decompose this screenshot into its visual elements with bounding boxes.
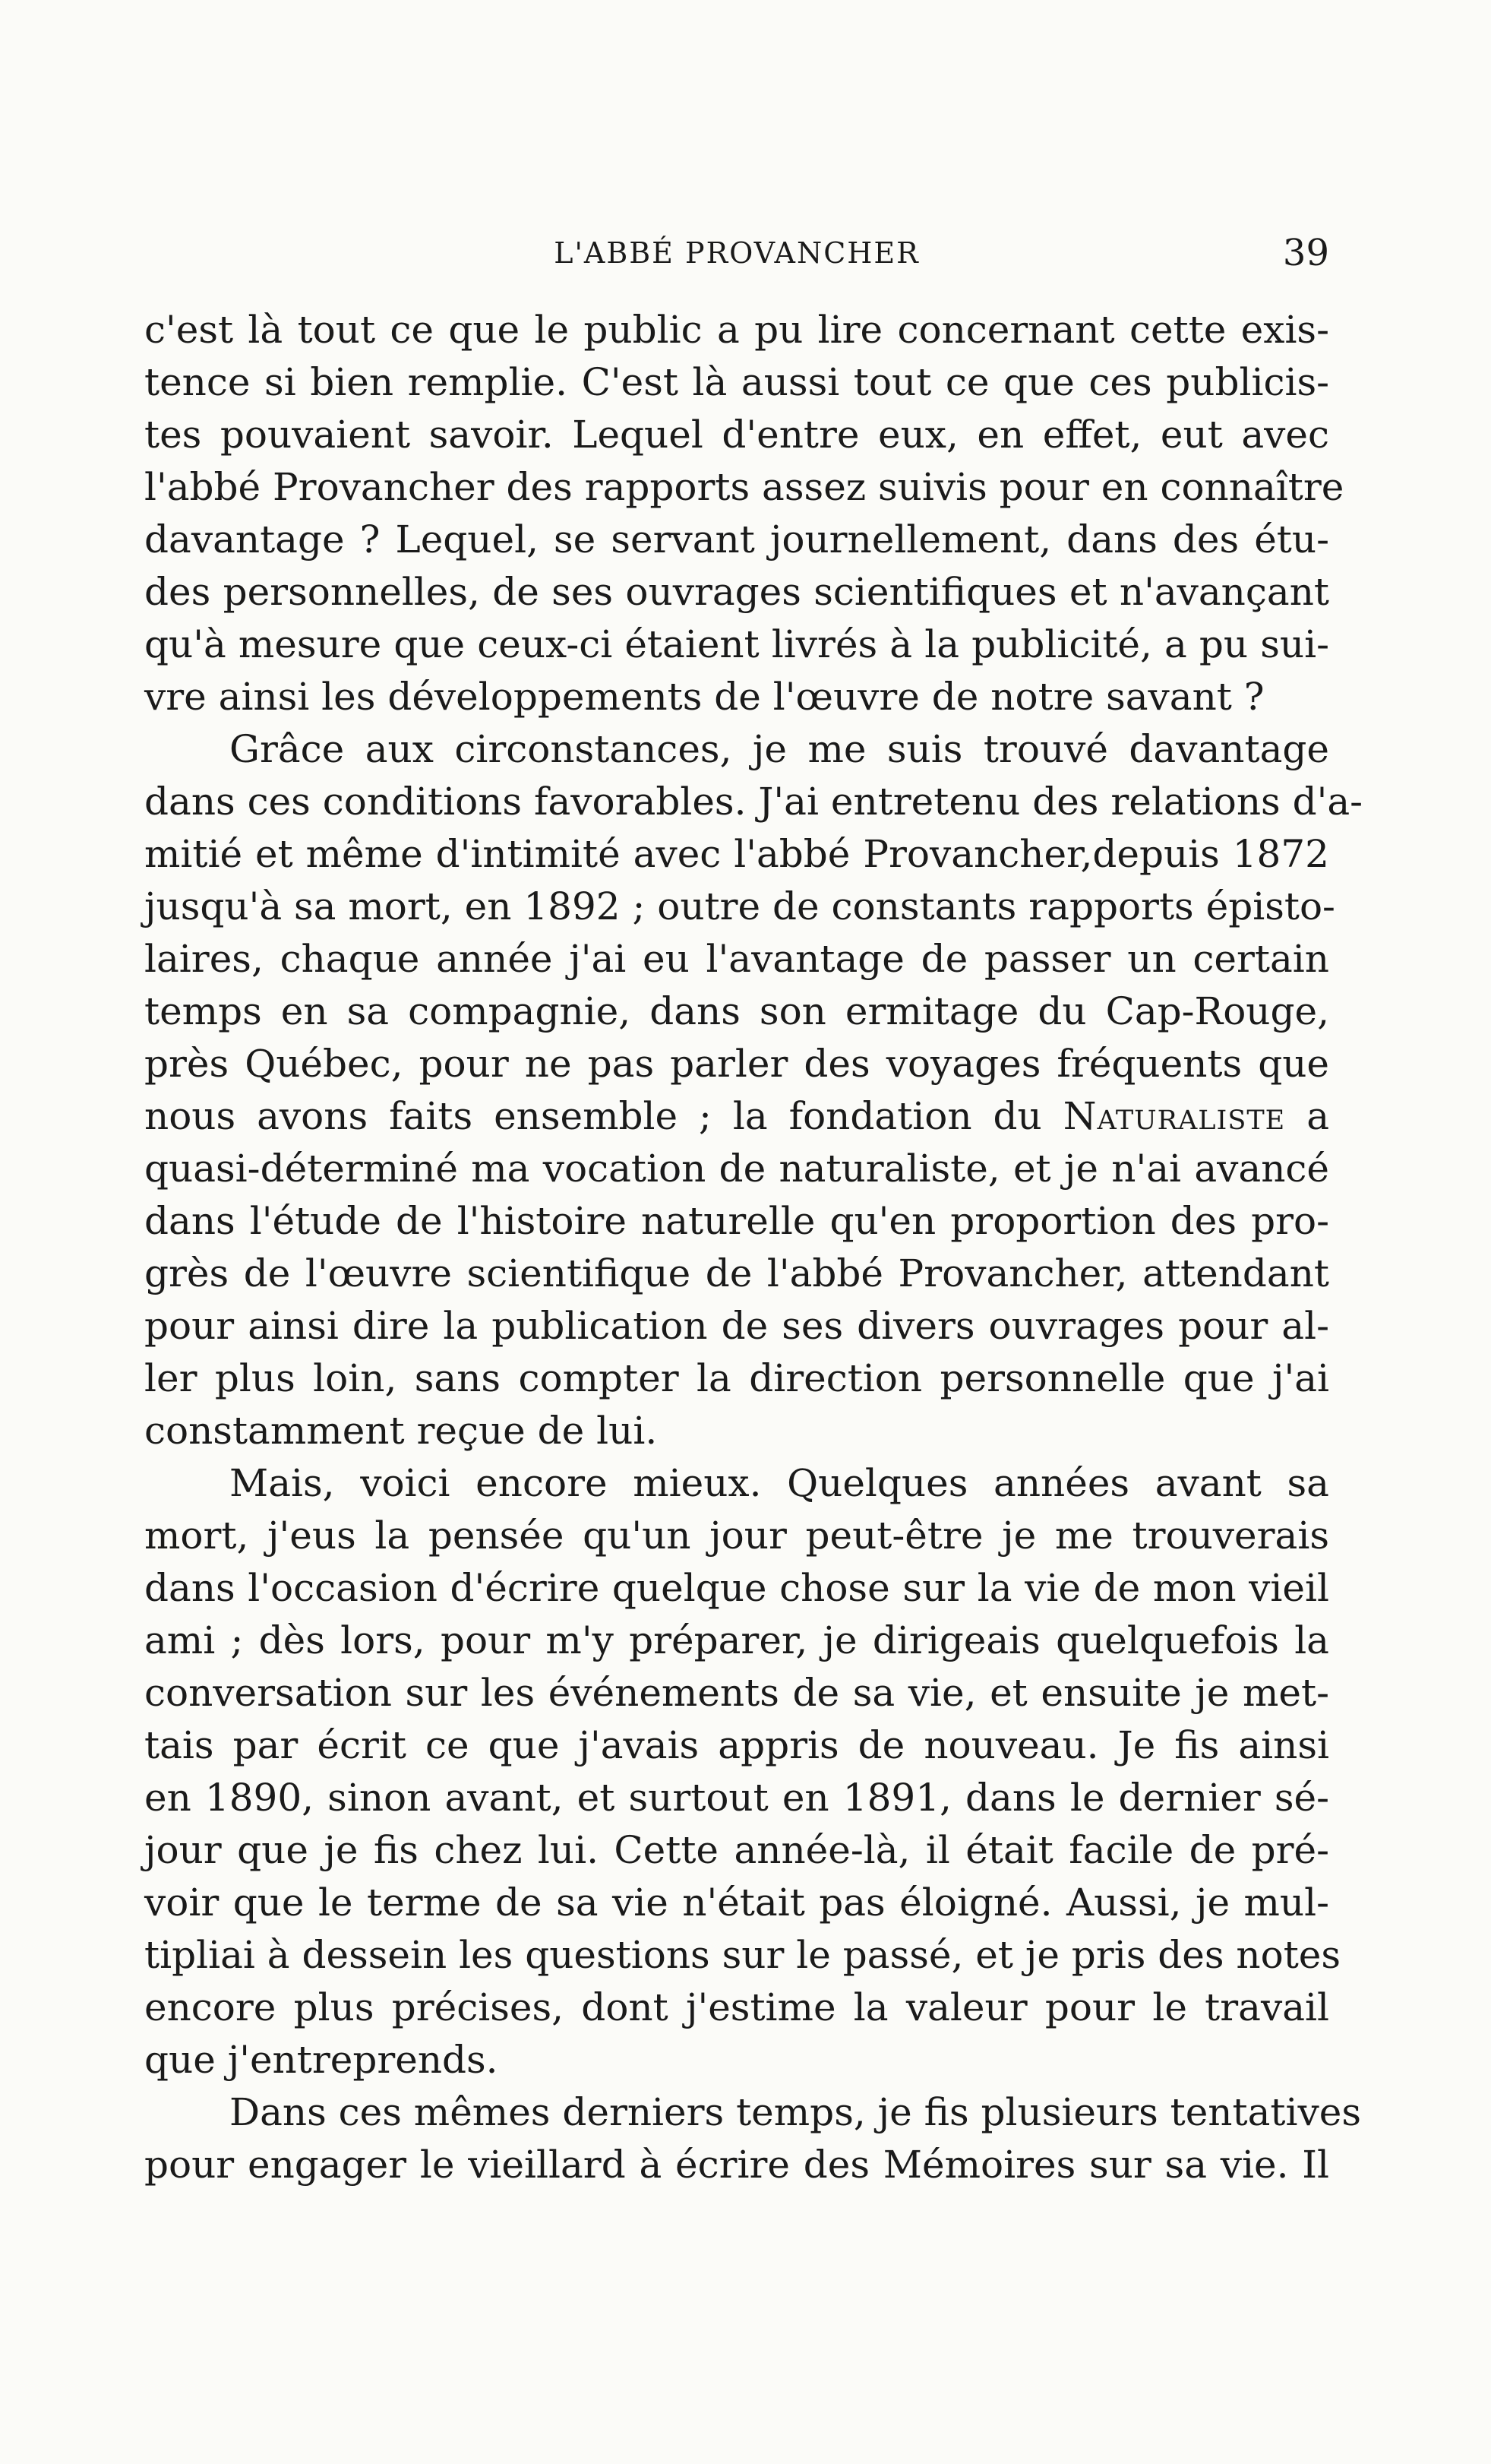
text-line: dans l'occasion d'écrire quelque chose sur la vie de mon vieil	[144, 1566, 1329, 1610]
journal-title: Naturaliste	[1063, 1094, 1286, 1138]
text-line-part: a	[1306, 1094, 1329, 1138]
text-line: jusqu'à sa mort, en 1892 ; outre de constants rapports épisto-	[144, 884, 1335, 928]
text-line: dans l'étude de l'histoire naturelle qu'en proportion des pro-	[144, 1199, 1329, 1243]
page-header	[144, 232, 1329, 277]
text-line: Mais, voici encore mieux. Quelques années avant sa	[229, 1461, 1329, 1505]
text-line: jour que je fis chez lui. Cette année-là, il était facile de pré-	[144, 1828, 1329, 1872]
text-line: grès de l'œuvre scientifique de l'abbé Provancher, attendant	[144, 1251, 1329, 1295]
text-line: tence si bien remplie. C'est là aussi tout ce que ces publicis-	[144, 360, 1329, 404]
text-line: tes pouvaient savoir. Lequel d'entre eux, en effet, eut avec	[144, 413, 1329, 457]
text-line: l'abbé Provancher des rapports assez suivis pour en connaître	[144, 465, 1344, 509]
text-line: que j'entreprends.	[144, 2038, 498, 2082]
text-line: qu'à mesure que ceux-ci étaient livrés à la publicité, a pu sui-	[144, 622, 1329, 666]
text-line: davantage ? Lequel, se servant journellement, dans des étu-	[144, 517, 1329, 561]
text-line: constamment reçue de lui.	[144, 1409, 658, 1453]
text-line: ler plus loin, sans compter la direction personnelle que j'ai	[144, 1356, 1329, 1400]
text-line: ami ; dès lors, pour m'y préparer, je dirigeais quelquefois la	[144, 1618, 1329, 1662]
text-line: Dans ces mêmes derniers temps, je fis plusieurs tentatives	[229, 2090, 1361, 2134]
text-line: des personnelles, de ses ouvrages scientifiques et n'avançant	[144, 570, 1329, 614]
text-line: encore plus précises, dont j'estime la valeur pour le travail	[144, 1985, 1329, 2029]
text-line: c'est là tout ce que le public a pu lire concernant cette exis-	[144, 308, 1329, 352]
text-line: dans ces conditions favorables. J'ai entretenu des relations d'a-	[144, 780, 1363, 824]
text-line: près Québec, pour ne pas parler des voyages fréquents que	[144, 1042, 1329, 1086]
text-line: vre ainsi les développements de l'œuvre de notre savant ?	[144, 675, 1265, 719]
text-line: temps en sa compagnie, dans son ermitage du Cap-Rouge,	[144, 989, 1329, 1033]
text-line: pour engager le vieillard à écrire des Mémoires sur sa vie. Il	[144, 2143, 1329, 2187]
text-line: pour ainsi dire la publication de ses divers ouvrages pour al-	[144, 1304, 1329, 1348]
text-line: voir que le terme de sa vie n'était pas éloigné. Aussi, je mul-	[144, 1880, 1329, 1925]
text-line: en 1890, sinon avant, et surtout en 1891, dans le dernier sé-	[144, 1776, 1329, 1820]
text-line: mitié et même d'intimité avec l'abbé Provancher,depuis 1872	[144, 832, 1329, 876]
text-line: tipliai à dessein les questions sur le passé, et je pris des notes	[144, 1933, 1341, 1977]
text-line: laires, chaque année j'ai eu l'avantage de passer un certain	[144, 937, 1329, 981]
text-body	[144, 304, 1363, 2191]
text-line: conversation sur les événements de sa vie, et ensuite je met-	[144, 1671, 1329, 1715]
text-line: mort, j'eus la pensée qu'un jour peut-être je me trouverais	[144, 1514, 1329, 1558]
text-line-part: nous avons faits ensemble ; la fondation du	[144, 1094, 1042, 1138]
text-line	[144, 1090, 1329, 1143]
text-line: quasi-déterminé ma vocation de naturaliste, et je n'ai avancé	[144, 1147, 1329, 1191]
page-number: 39	[1282, 232, 1329, 274]
text-line: Grâce aux circonstances, je me suis trouvé davantage	[229, 727, 1329, 771]
text-line: tais par écrit ce que j'avais appris de nouveau. Je fis ainsi	[144, 1723, 1329, 1767]
running-head: L'ABBÉ PROVANCHER	[554, 236, 920, 270]
